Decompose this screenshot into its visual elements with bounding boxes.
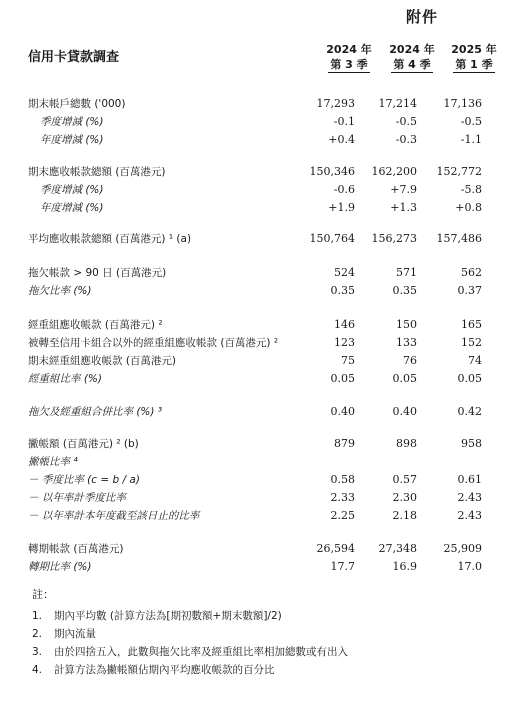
row-value: 2.43: [457, 491, 482, 504]
table-row: [0, 199, 507, 217]
row-value: 150,346: [309, 165, 355, 178]
row-value: 0.05: [392, 372, 417, 385]
column-year: 2024 年: [326, 43, 372, 56]
note-item: [32, 644, 348, 660]
row-value: 0.57: [392, 473, 417, 486]
table-row: [0, 453, 507, 471]
row-value: -0.5: [460, 115, 482, 128]
row-value: 898: [396, 437, 417, 450]
row-value: 562: [461, 266, 482, 279]
row-label: 經重組比率 (%): [28, 373, 103, 385]
table-row: [0, 489, 507, 507]
row-value: 0.35: [330, 284, 355, 297]
note-text: 計算方法為撇帳額佔期內平均應收帳款的百分比: [54, 664, 275, 676]
row-value: 17,214: [378, 97, 417, 110]
column-year: 2025 年: [451, 43, 497, 56]
row-value: 0.05: [330, 372, 355, 385]
row-value: 150,764: [309, 232, 355, 245]
note-number: 1.: [32, 610, 43, 622]
row-value: +7.9: [390, 183, 417, 196]
row-value: 133: [396, 336, 417, 349]
row-value: 157,486: [436, 232, 482, 245]
note-item: [32, 626, 96, 642]
table-row: [0, 264, 507, 282]
row-label: 期末帳戶總數 ('000): [28, 98, 126, 110]
note-text: 期內平均數 (計算方法為[期初數額+期末數額]/2): [54, 610, 282, 622]
row-value: 17.0: [457, 560, 482, 573]
row-label: 轉期帳款 (百萬港元): [28, 543, 124, 555]
row-label: 期末應收帳款總額 (百萬港元): [28, 166, 166, 178]
row-value: 0.40: [330, 405, 355, 418]
row-value: 75: [341, 354, 355, 367]
table-row: [0, 403, 507, 421]
column-header-1: [323, 42, 375, 73]
row-value: 0.42: [457, 405, 482, 418]
row-label: 經重組應收帳款 (百萬港元) ²: [28, 319, 163, 331]
row-label: 年度增減 (%): [40, 134, 104, 146]
row-value: 0.58: [330, 473, 355, 486]
note-item: [32, 608, 282, 624]
column-quarter: 第 1 季: [455, 58, 493, 71]
table-row: [0, 131, 507, 149]
row-value: 165: [461, 318, 482, 331]
row-value: 76: [403, 354, 417, 367]
attachment-label: 附件: [406, 8, 439, 26]
row-value: 0.05: [457, 372, 482, 385]
row-value: 16.9: [392, 560, 417, 573]
row-value: -0.1: [333, 115, 355, 128]
row-label: 撇帳比率 ⁴: [28, 456, 78, 468]
table-row: [0, 334, 507, 352]
row-label: 平均應收帳款總額 (百萬港元) ¹ (a): [28, 233, 192, 245]
table-row: [0, 471, 507, 489]
page-title: 信用卡貸款調查: [28, 50, 120, 65]
row-label: － 以年率計季度比率: [28, 492, 126, 504]
row-label: 期末經重組應收帳款 (百萬港元): [28, 355, 177, 367]
row-value: 2.43: [457, 509, 482, 522]
row-value: -0.6: [333, 183, 355, 196]
row-value: 17,136: [443, 97, 482, 110]
row-value: 74: [468, 354, 482, 367]
row-value: 879: [334, 437, 355, 450]
table-row: [0, 558, 507, 576]
row-value: 958: [461, 437, 482, 450]
row-value: 26,594: [316, 542, 355, 555]
notes-title: 註：: [32, 588, 54, 601]
column-quarter: 第 3 季: [330, 58, 368, 71]
column-header-3: [448, 42, 500, 73]
table-row: [0, 352, 507, 370]
table-row: [0, 282, 507, 300]
table-row: [0, 316, 507, 334]
row-value: 0.35: [392, 284, 417, 297]
note-text: 期內流量: [54, 628, 96, 640]
table-row: [0, 230, 507, 248]
row-value: -0.5: [395, 115, 417, 128]
row-value: 152,772: [436, 165, 482, 178]
row-value: 17,293: [316, 97, 355, 110]
row-value: -0.3: [395, 133, 417, 146]
table-row: [0, 163, 507, 181]
row-label: 年度增減 (%): [40, 202, 104, 214]
row-label: 拖欠帳款 > 90 日 (百萬港元): [28, 267, 167, 279]
row-label: 轉期比率 (%): [28, 561, 92, 573]
row-value: 2.33: [330, 491, 355, 504]
row-value: 162,200: [371, 165, 417, 178]
table-row: [0, 370, 507, 388]
row-value: 2.18: [392, 509, 417, 522]
row-value: +1.3: [390, 201, 417, 214]
row-value: 146: [334, 318, 355, 331]
row-label: 拖欠及經重組合併比率 (%) ³: [28, 406, 163, 418]
row-value: 0.61: [457, 473, 482, 486]
row-value: 17.7: [330, 560, 355, 573]
row-value: 0.40: [392, 405, 417, 418]
row-label: 被轉至信用卡組合以外的經重組應收帳款 (百萬港元) ²: [28, 337, 279, 349]
row-value: 0.37: [457, 284, 482, 297]
table-row: [0, 435, 507, 453]
row-value: +1.9: [328, 201, 355, 214]
row-label: 拖欠比率 (%): [28, 285, 92, 297]
column-header-2: [386, 42, 438, 73]
row-value: -5.8: [460, 183, 482, 196]
row-value: 123: [334, 336, 355, 349]
table-row: [0, 540, 507, 558]
note-number: 2.: [32, 628, 43, 640]
column-year: 2024 年: [389, 43, 435, 56]
row-value: 524: [334, 266, 355, 279]
row-label: － 季度比率 (c = b / a): [28, 474, 140, 486]
note-number: 3.: [32, 646, 43, 658]
row-value: 150: [396, 318, 417, 331]
row-value: 2.25: [330, 509, 355, 522]
row-value: 27,348: [378, 542, 417, 555]
note-number: 4.: [32, 664, 43, 676]
row-value: -1.1: [460, 133, 482, 146]
column-quarter: 第 4 季: [393, 58, 431, 71]
row-label: － 以年率計本年度截至該日止的比率: [28, 510, 200, 522]
table-row: [0, 113, 507, 131]
table-row: [0, 95, 507, 113]
row-value: +0.4: [328, 133, 355, 146]
row-value: 25,909: [443, 542, 482, 555]
row-value: 571: [396, 266, 417, 279]
row-value: 152: [461, 336, 482, 349]
row-label: 季度增減 (%): [40, 184, 104, 196]
row-label: 季度增減 (%): [40, 116, 104, 128]
note-text: 由於四捨五入，此數與拖欠比率及經重組比率相加總數或有出入: [54, 646, 348, 658]
table-row: [0, 507, 507, 525]
row-value: +0.8: [455, 201, 482, 214]
table-row: [0, 181, 507, 199]
row-value: 2.30: [392, 491, 417, 504]
row-label: 撇帳額 (百萬港元) ² (b): [28, 438, 139, 450]
row-value: 156,273: [371, 232, 417, 245]
note-item: [32, 662, 275, 678]
